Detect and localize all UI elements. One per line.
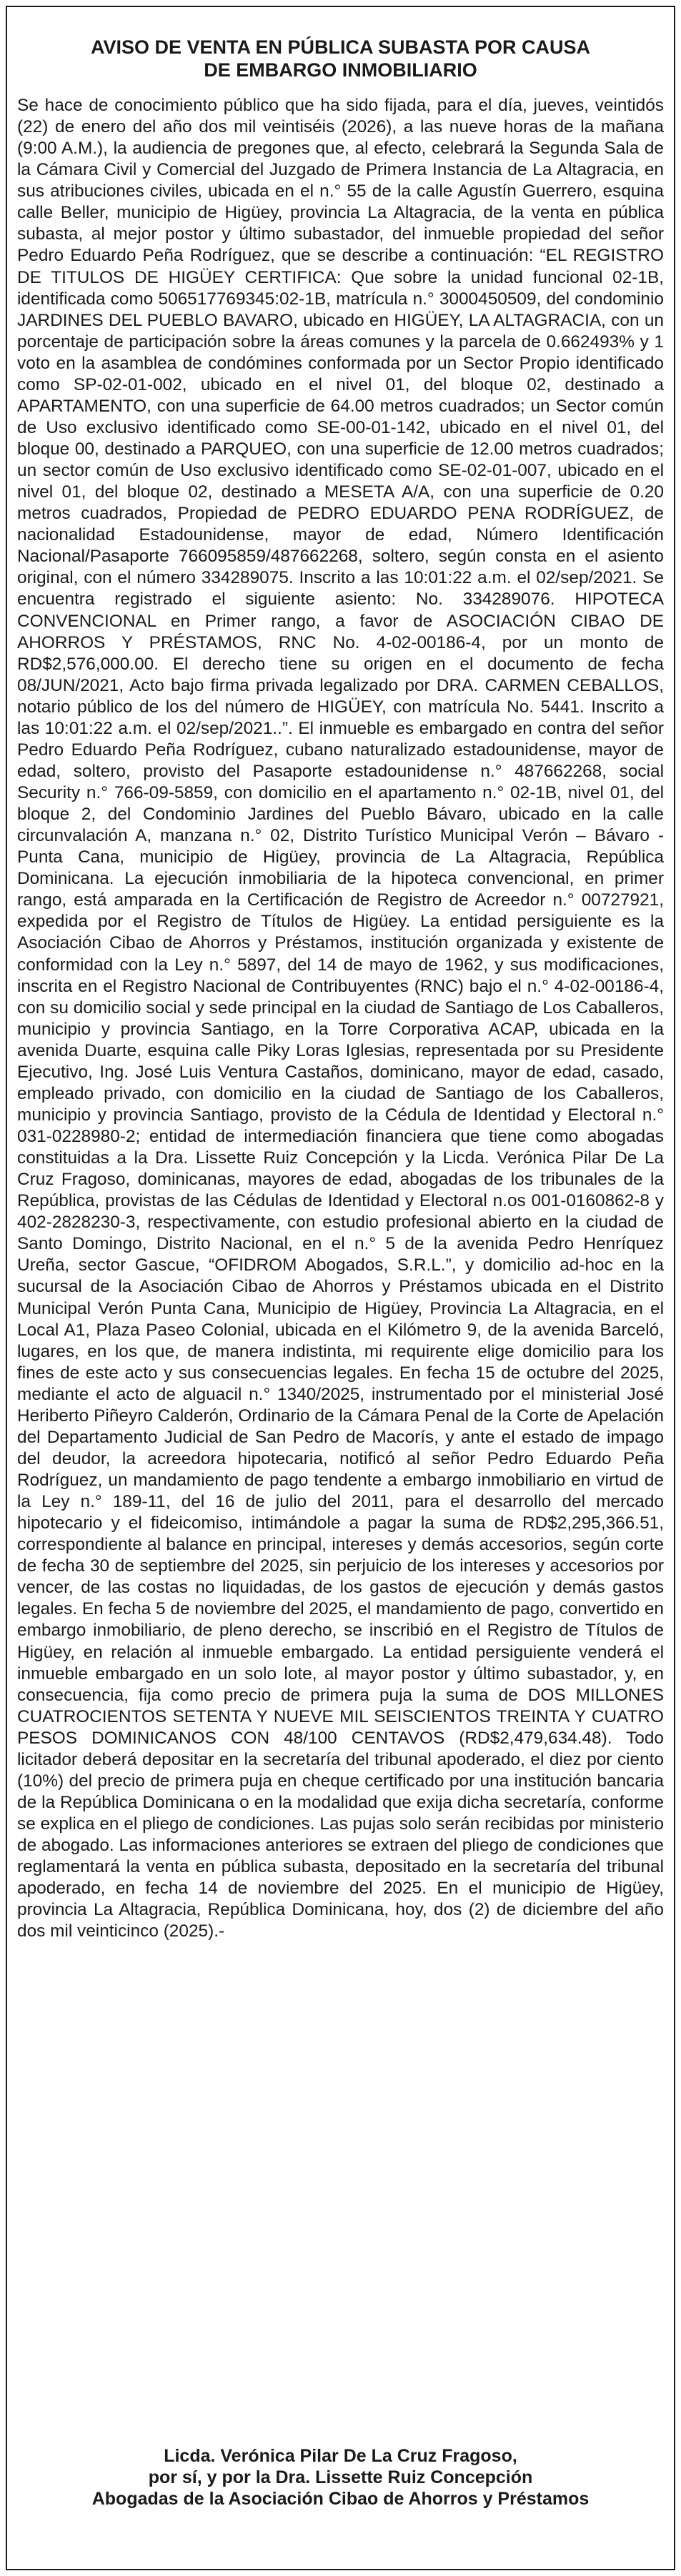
notice-title [29,36,652,81]
signature-line-1: Licda. Verónica Pilar De La Cruz Fragoso, [164,2446,517,2466]
notice-body: Se hace de conocimiento público que ha sido fijada, para el día, jueves, veintidós (22) de enero del año dos mil veintiséis (2026), a las nueve horas de la mañana (9:00 A.M.), la audiencia de pregones que, al efecto, celebrará la Segunda Sala de la Cámara Civil y Comercial del Juzgado de Primera Instancia de La Altagracia, en sus atribuciones civiles, ubicada en el n.° 55 de la calle Agustín Guerrero, esquina calle Beller, municipio de Higüey, provincia La Altagracia, de la venta en pública subasta, al mejor postor y último subastador, del inmueble propiedad del señor Pedro Eduardo Peña Rodríguez, que se describe a continuación: “EL REGISTRO DE TITULOS DE HIGÜEY CERTIFICA: Que sobre la unidad funcional 02-1B, identificada como 506517769345:02-1B, matrícula n.° 3000450509, del condominio JARDINES DEL PUEBLO BAVARO, ubicado en HIGÜEY, LA ALTAGRACIA, con un porcentaje de participación sobre la áreas comunes y la parcela de 0.662493% y 1 voto en la asamblea de condómines conformada por un Sector Propio identificado como SP-02-01-002, ubicado en el nivel 01, del bloque 02, destinado a APARTAMENTO, con una superficie de 64.00 metros cuadrados; un Sector común de Uso exclusivo identificado como SE-00-01-142, ubicado en el nivel 01, del bloque 00, destinado a PARQUEO, con una superficie de 12.00 metros cuadrados; un sector común de Uso exclusivo identificado como SE-02-01-007, ubicado en el nivel 01, del bloque 02, destinado a MESETA A/A, con una superficie de 0.20 metros cuadrados, Propiedad de PEDRO EDUARDO PENA RODRÍGUEZ, de nacionalidad Estadounidense, mayor de edad, Número Identificación Nacional/Pasaporte 766095859/487662268, soltero, según consta en el asiento original, con el número 334289075. Inscrito a las 10:01:22 a.m. el 02/sep/2021. Se encuentra registrado el siguiente asiento: No. 334289076. HIPOTECA CONVENCIONAL en Primer rango, a favor de ASOCIACIÓN CIBAO DE AHORROS Y PRÉSTAMOS, RNC No. 4-02-00186-4, por un monto de RD$2,576,000.00. El derecho tiene su origen en el documento de fecha 08/JUN/2021, Acto bajo firma privada legalizado por DRA. CARMEN CEBALLOS, notario público de los del número de HIGÜEY, con matrícula No. 5441. Inscrito a las 10:01:22 a.m. el 02/sep/2021..”. El inmueble es embargado en contra del señor Pedro Eduardo Peña Rodríguez, cubano naturalizado estadounidense, mayor de edad, soltero, provisto del Pasaporte estadounidense n.° 487662268, social Security n.° 766-09-5859, con domicilio en el apartamento n.° 02-1B, nivel 01, del bloque 2, del Condominio Jardines del Pueblo Bávaro, ubicado en la calle circunvalación A, manzana n.° 02, Distrito Turístico Municipal Verón – Bávaro - Punta Cana, municipio de Higüey, provincia de La Altagracia, República Dominicana. La ejecución inmobiliaria de la hipoteca convencional, en primer rango, está amparada en la Certificación de Registro de Acreedor n.° 00727921, expedida por el Registro de Títulos de Higüey. La entidad persiguiente es la Asociación Cibao de Ahorros y Préstamos, institución organizada y existente de conformidad con la Ley n.° 5897, del 14 de mayo de 1962, y sus modificaciones, inscrita en el Registro Nacional de Contribuyentes (RNC) bajo el n.° 4-02-00186-4, con su domicilio social y sede principal en la ciudad de Santiago de Los Caballeros, municipio y provincia Santiago, en la Torre Corporativa ACAP, ubicada en la avenida Duarte, esquina calle Piky Loras Iglesias, representada por su Presidente Ejecutivo, Ing. José Luis Ventura Castaños, dominicano, mayor de edad, casado, empleado privado, con domicilio en la ciudad de Santiago de los Caballeros, municipio y provincia Santiago, provisto de la Cédula de Identidad y Electoral n.° 031-0228980-2; entidad de intermediación financiera que tiene como abogadas constituidas a la Dra. Lissette Ruiz Concepción y la Licda. Verónica Pilar De La Cruz Fragoso, dominicanas, mayores de edad, abogadas de los tribunales de la República, provistas de las Cédulas de Identidad y Electoral n.os 001-0160862-8 y 402-2828230-3, respectivamente, con estudio profesional abierto en la ciudad de Santo Domingo, Distrito Nacional, en el n.° 5 de la avenida Pedro Henríquez Ureña, sector Gascue, “OFIDROM Abogados, S.R.L.”, y domicilio ad-hoc en la sucursal de la Asociación Cibao de Ahorros y Préstamos ubicada en el Distrito Municipal Verón Punta Cana, Municipio de Higüey, Provincia La Altagracia, en el Local A1, Plaza Paseo Colonial, ubicada en el Kilómetro 9, de la avenida Barceló, lugares, en los que, de manera indistinta, mi requirente elige domicilio para los fines de este acto y sus consecuencias legales. En fecha 15 de octubre del 2025, mediante el acto de alguacil n.° 1340/2025, instrumentado por el ministerial José Heriberto Piñeyro Calderón, Ordinario de la Cámara Penal de la Corte de Apelación del Departamento Judicial de San Pedro de Macorís, y ante el estado de impago del deudor, la acreedora hipotecaria, notificó al señor Pedro Eduardo Peña Rodríguez, un mandamiento de pago tendente a embargo inmobiliario en virtud de la Ley n.° 189-11, del 16 de julio del 2011, para el desarrollo del mercado hipotecario y el fideicomiso, intimándole a pagar la suma de RD$2,295,366.51, correspondiente al balance en principal, intereses y demás accesorios, según corte de fecha 30 de septiembre del 2025, sin perjuicio de los intereses y accesorios por vencer, de las costas no liquidadas, de los gastos de ejecución y demás gastos legales. En fecha 5 de noviembre del 2025, el mandamiento de pago, convertido en embargo inmobiliario, de pleno derecho, se inscribió en el Registro de Títulos de Higüey, en relación al inmueble embargado. La entidad persiguiente venderá el inmueble embargado en un solo lote, al mayor postor y último subastador, y, en consecuencia, fija como precio de primera puja la suma de DOS MILLONES CUATROCIENTOS SETENTA Y NUEVE MIL SEISCIENTOS TREINTA Y CUATRO PESOS DOMINICANOS CON 48/100 CENTAVOS (RD$2,479,634.48). Todo licitador deberá depositar en la secretaría del tribunal apoderado, el diez por ciento (10%) del precio de primera puja en cheque certificado por una institución bancaria de la República Dominicana o en la modalidad que exija dicha secretaría, conforme se explica en el pliego de condiciones. Las pujas solo serán recibidas por ministerio de abogado. Las informaciones anteriores se extraen del pliego de condiciones que reglamentará la venta en pública subasta, depositado en la secretaría del tribunal apoderado, en fecha 14 de noviembre del 2025. En el municipio de Higüey, provincia La Altagracia, República Dominicana, hoy, dos (2) de diciembre del año dos mil veinticinco (2025).- [17,96,664,1941]
notice-signature [29,2445,652,2510]
signature-line-2: por sí, y por la Dra. Lissette Ruiz Concepción [148,2467,533,2487]
signature-line-3: Abogadas de la Asociación Cibao de Ahorros y Préstamos [91,2489,590,2509]
notice-title-line-1: AVISO DE VENTA EN PÚBLICA SUBASTA POR CAUSA [90,36,591,58]
notice-title-line-2: DE EMBARGO INMOBILIARIO [204,59,477,81]
